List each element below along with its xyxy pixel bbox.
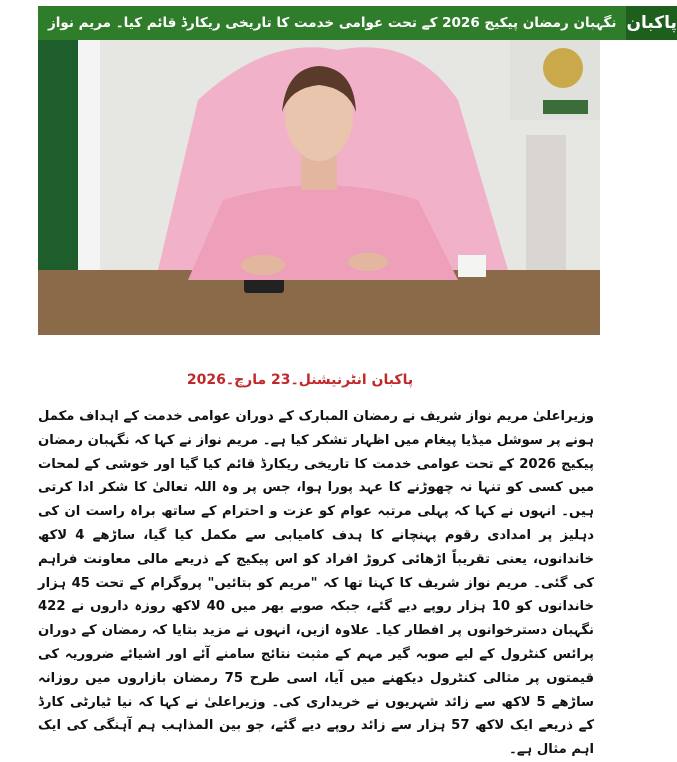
article-photo bbox=[38, 40, 600, 335]
header-bar bbox=[38, 6, 677, 40]
article-body: وزیراعلیٰ مریم نواز شریف نے رمضان المبارک کے دوران عوامی خدمت کے اہداف مکمل ہونے پر سوشل میڈیا پیغام میں اظہار تشکر کیا ہے۔ مریم نواز نے کہا کہ نگہبان رمضان پیکیج 2026 کے تحت عوامی خدمت کا تاریخی ریکارڈ قائم کیا گیا اور خوشی کے لمحات میں کسی کو تنہا نہ چھوڑنے کا عہد پورا ہوا، جس پر وہ اللہ تعالیٰ کا شکر ادا کرتی ہیں۔ انہوں نے کہا کہ پہلی مرتبہ عوام کو عزت و احترام کے ساتھ براہ راست ان کی دہلیز پر امدادی رقوم پہنچانے کا ہدف کامیابی سے مکمل کیا گیا، ساڑھے 4 لاکھ خاندانوں، یعنی تقریباً اڑھائی کروڑ افراد کو اس پیکیج کے ذریعے مالی معاونت فراہم کی گئی۔ مریم نواز شریف کا کہنا تھا کہ "مریم کو بتائیں" پروگرام کے تحت 45 ہزار خاندانوں کو 10 ہزار روپے دیے گئے، جبکہ صوبے بھر میں 40 لاکھ روزہ داروں نے 422 نگہبان دسترخوانوں پر افطار کیا۔ علاوہ ازیں، انہوں نے مزید بتایا کہ رمضان کے دوران پرائس کنٹرول کے لیے صوبہ گیر مہم کے مثبت نتائج سامنے آئے اور اشیائے ضروریہ کی قیمتوں پر مثالی کنٹرول دیکھنے میں آیا، اسی طرح 75 رمضان بازاروں میں روزانہ ساڑھے 5 لاکھ سے زائد شہریوں نے خریداری کی۔ وزیراعلیٰ نے کہا کہ نیا ٹیارٹی کارڈ کے ذریعے ایک لاکھ 57 ہزار سے زائد روپے دیے گئے، جو بین المذاہب ہم آہنگی کی ایک اہم مثال ہے۔ bbox=[38, 409, 594, 758]
brand-logo: پاکبان bbox=[626, 6, 677, 40]
headline: نگہبان رمضان پیکیج 2026 کے تحت عوامی خدمت کا تاریخی ریکارڈ قائم کیا۔ مریم نواز bbox=[38, 6, 626, 40]
dateline: پاکبان انٹرنیشنل۔23 مارچ۔2026 bbox=[186, 372, 414, 388]
